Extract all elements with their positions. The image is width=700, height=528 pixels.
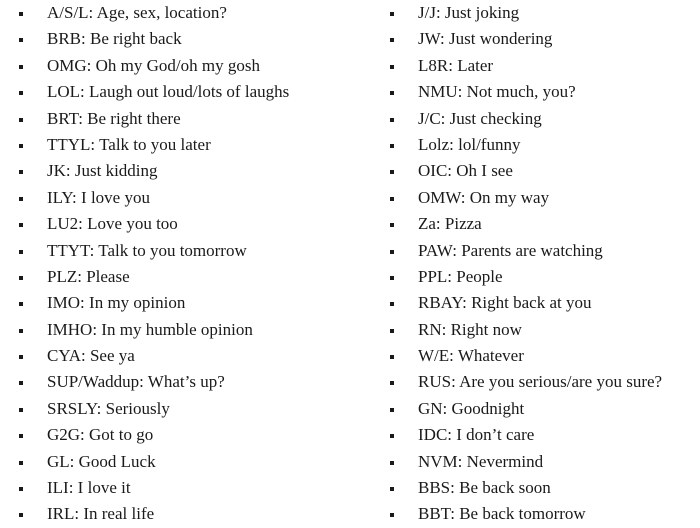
abbreviation-entry: BBT: Be back tomorrow [418,504,586,524]
list-item [0,132,368,158]
abbreviation-entry: LOL: Laugh out loud/lots of laughs [47,82,290,102]
list-item [371,396,700,422]
bullet-icon [19,461,23,465]
abbreviation-entry: GN: Goodnight [418,398,525,418]
bullet-icon [390,38,394,42]
list-item [0,79,368,105]
bullet-icon [19,513,23,517]
bullet-icon [390,381,394,385]
bullet-icon [390,197,394,201]
abbreviation-entry: SUP/Waddup: What’s up? [47,372,225,392]
abbreviation-entry: BRT: Be right there [47,108,181,128]
list-item [371,158,700,184]
abbreviation-entry: OMW: On my way [418,187,550,207]
list-item [371,79,700,105]
bullet-icon [19,223,23,227]
abbreviation-entry: J/J: Just joking [418,3,520,22]
abbreviation-entry: ILI: I love it [47,478,131,498]
abbreviation-entry: NMU: Not much, you? [418,82,576,102]
list-item [0,396,368,422]
abbreviation-entry: GL: Good Luck [47,451,156,471]
list-item [0,185,368,211]
list-item [0,475,368,501]
list-item [371,422,700,448]
list-item [371,26,700,52]
abbreviation-entry: Za: Pizza [418,214,482,234]
bullet-icon [390,144,394,148]
list-item [0,211,368,237]
abbreviation-entry: LU2: Love you too [47,214,178,234]
list-item [371,132,700,158]
list-item [0,422,368,448]
abbreviation-entry: IMHO: In my humble opinion [47,319,253,339]
abbreviation-entry: W/E: Whatever [418,346,524,366]
bullet-icon [19,276,23,280]
bullet-icon [19,65,23,69]
abbreviation-entry: RN: Right now [418,319,522,339]
bullet-icon [19,381,23,385]
list-item [371,53,700,79]
list-item [0,369,368,395]
bullet-icon [390,461,394,465]
abbreviation-entry: Lolz: lol/funny [418,134,521,154]
bullet-icon [19,355,23,359]
abbreviation-entry: RUS: Are you serious/are you sure? [418,372,663,392]
abbreviation-entry: JK: Just kidding [47,161,158,181]
abbreviation-entry: TTYL: Talk to you later [47,134,211,154]
abbreviation-entry: OMG: Oh my God/oh my gosh [47,55,260,75]
bullet-icon [19,197,23,201]
list-item [371,317,700,343]
bullet-icon [390,513,394,517]
list-item [0,501,368,527]
bullet-icon [19,302,23,306]
list-item [371,106,700,132]
bullet-icon [390,408,394,412]
list-item [371,369,700,395]
abbreviation-entry: PAW: Parents are watching [418,240,603,260]
bullet-icon [19,91,23,95]
bullet-icon [19,250,23,254]
list-item [371,264,700,290]
bullet-icon [19,408,23,412]
list-item [371,185,700,211]
list-item [371,449,700,475]
bullet-icon [390,12,394,16]
list-item [0,26,368,52]
list-item [371,501,700,527]
bullet-icon [390,118,394,122]
abbreviation-entry: TTYT: Talk to you tomorrow [47,240,247,260]
bullet-icon [19,487,23,491]
bullet-icon [390,91,394,95]
abbreviation-entry: IRL: In real life [47,504,155,524]
abbreviation-entry: RBAY: Right back at you [418,293,592,313]
abbreviation-entry: JW: Just wondering [418,29,553,49]
bullet-icon [19,329,23,333]
bullet-icon [390,434,394,438]
list-item [0,106,368,132]
bullet-icon [19,12,23,16]
abbreviation-entry: BRB: Be right back [47,29,182,49]
list-item [371,343,700,369]
abbreviation-entry: IMO: In my opinion [47,293,186,313]
bullet-icon [19,144,23,148]
abbreviation-entry: PPL: People [418,266,503,286]
abbreviation-entry: NVM: Nevermind [418,451,544,471]
list-item [371,290,700,316]
bullet-icon [390,65,394,69]
list-item [0,0,368,26]
bullet-icon [390,250,394,254]
list-item [0,317,368,343]
list-item [371,238,700,264]
list-item [0,343,368,369]
bullet-icon [390,487,394,491]
bullet-icon [390,223,394,227]
bullet-icon [19,118,23,122]
list-item [0,264,368,290]
list-item [0,238,368,264]
abbreviation-entry: PLZ: Please [47,266,130,286]
bullet-icon [390,276,394,280]
bullet-icon [390,355,394,359]
list-item [371,211,700,237]
abbreviation-entry: IDC: I don’t care [418,425,535,445]
list-item [0,53,368,79]
abbreviation-entry: CYA: See ya [47,346,135,366]
bullet-icon [19,434,23,438]
abbreviation-entry: J/C: Just checking [418,108,542,128]
abbreviation-entry: A/S/L: Age, sex, location? [47,3,227,22]
list-item [0,290,368,316]
abbreviation-entry: OIC: Oh I see [418,161,513,181]
bullet-icon [390,302,394,306]
list-item [0,158,368,184]
list-item [371,475,700,501]
bullet-icon [19,38,23,42]
abbreviation-entry: BBS: Be back soon [418,478,551,498]
abbreviation-entry: G2G: Got to go [47,425,154,445]
abbreviation-entry: SRSLY: Seriously [47,398,170,418]
bullet-icon [390,170,394,174]
list-item [0,449,368,475]
list-item [371,0,700,26]
bullet-icon [19,170,23,174]
abbreviation-entry: ILY: I love you [47,187,150,207]
abbreviation-list-right [371,0,700,528]
bullet-icon [390,329,394,333]
abbreviation-entry: L8R: Later [418,55,494,75]
